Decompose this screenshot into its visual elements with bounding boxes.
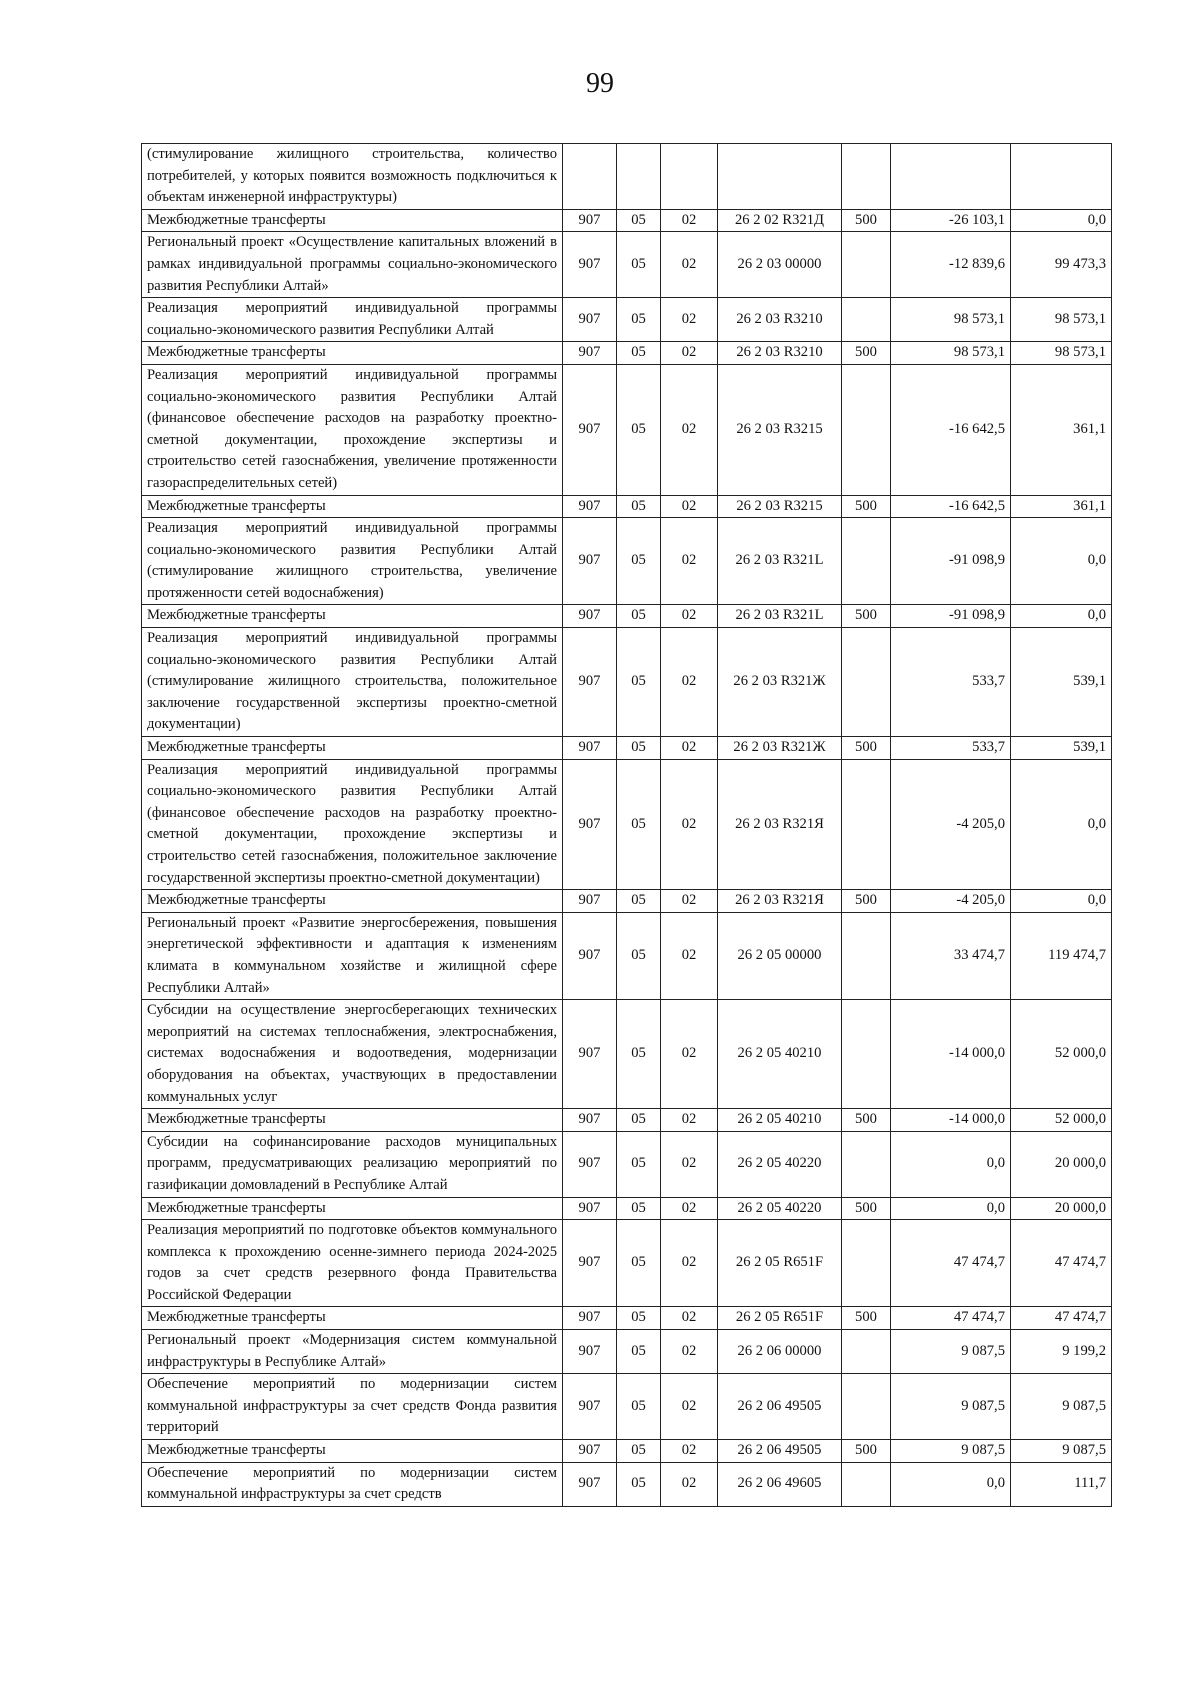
cell-csr: 26 2 03 R321L: [718, 605, 842, 628]
cell-sum-2: 539,1: [1011, 628, 1112, 737]
cell-gr: 907: [563, 912, 617, 999]
cell-csr: 26 2 06 00000: [718, 1330, 842, 1374]
cell-rz: 05: [617, 495, 661, 518]
cell-sum-2: 98 573,1: [1011, 342, 1112, 365]
cell-csr: 26 2 06 49505: [718, 1374, 842, 1440]
cell-csr: 26 2 03 R321Ж: [718, 628, 842, 737]
table-row: [142, 1197, 1112, 1220]
cell-vr: [842, 518, 891, 605]
cell-csr: 26 2 05 R651F: [718, 1307, 842, 1330]
cell-gr: 907: [563, 1000, 617, 1109]
cell-name: Обеспечение мероприятий по модернизации систем коммунальной инфраструктуры за счет средств: [142, 1462, 563, 1506]
cell-vr: 500: [842, 209, 891, 232]
cell-rz: 05: [617, 209, 661, 232]
cell-pr: 02: [661, 1000, 718, 1109]
cell-gr: 907: [563, 605, 617, 628]
cell-sum-1: 533,7: [891, 737, 1011, 760]
cell-csr: [718, 144, 842, 210]
cell-gr: 907: [563, 1307, 617, 1330]
table-row: [142, 759, 1112, 890]
cell-name: Межбюджетные трансферты: [142, 890, 563, 913]
cell-pr: 02: [661, 518, 718, 605]
cell-gr: [563, 144, 617, 210]
cell-pr: 02: [661, 890, 718, 913]
cell-sum-2: 0,0: [1011, 605, 1112, 628]
table-row: [142, 1131, 1112, 1197]
cell-rz: 05: [617, 759, 661, 890]
cell-vr: [842, 1000, 891, 1109]
cell-gr: 907: [563, 737, 617, 760]
cell-name: Межбюджетные трансферты: [142, 1197, 563, 1220]
cell-sum-1: 0,0: [891, 1462, 1011, 1506]
cell-pr: 02: [661, 1220, 718, 1307]
cell-vr: 500: [842, 342, 891, 365]
cell-name: Межбюджетные трансферты: [142, 209, 563, 232]
cell-csr: 26 2 03 R321Я: [718, 890, 842, 913]
cell-sum-2: 119 474,7: [1011, 912, 1112, 999]
cell-sum-2: 9 199,2: [1011, 1330, 1112, 1374]
table-row: [142, 1109, 1112, 1132]
cell-gr: 907: [563, 759, 617, 890]
cell-vr: 500: [842, 495, 891, 518]
cell-pr: 02: [661, 1131, 718, 1197]
cell-pr: 02: [661, 628, 718, 737]
cell-rz: 05: [617, 1440, 661, 1463]
cell-sum-2: [1011, 144, 1112, 210]
cell-name: Реализация мероприятий индивидуальной программы социально-экономического развития Республики Алтай (финансовое обеспечение расходов на разработку проектно-сметной документации, прохождение экспертизы и строительство сетей газоснабжения, положительное заключение государственной экспертизы проектно-сметной документации): [142, 759, 563, 890]
cell-sum-1: 9 087,5: [891, 1440, 1011, 1463]
cell-sum-1: -4 205,0: [891, 890, 1011, 913]
table-row: [142, 495, 1112, 518]
cell-name: Межбюджетные трансферты: [142, 495, 563, 518]
cell-gr: 907: [563, 1440, 617, 1463]
cell-rz: 05: [617, 364, 661, 495]
cell-pr: 02: [661, 1197, 718, 1220]
cell-sum-2: 0,0: [1011, 209, 1112, 232]
cell-name: Межбюджетные трансферты: [142, 1440, 563, 1463]
cell-name: Реализация мероприятий индивидуальной программы социально-экономического развития Республики Алтай (стимулирование жилищного строительства, увеличение протяженности сетей водоснабжения): [142, 518, 563, 605]
cell-rz: 05: [617, 1000, 661, 1109]
cell-name: Межбюджетные трансферты: [142, 1307, 563, 1330]
cell-csr: 26 2 03 R3210: [718, 298, 842, 342]
cell-sum-1: [891, 144, 1011, 210]
cell-name: Реализация мероприятий индивидуальной программы социально-экономического развития Республики Алтай: [142, 298, 563, 342]
cell-pr: 02: [661, 209, 718, 232]
cell-sum-2: 47 474,7: [1011, 1220, 1112, 1307]
cell-sum-2: 98 573,1: [1011, 298, 1112, 342]
cell-sum-1: -16 642,5: [891, 364, 1011, 495]
cell-rz: 05: [617, 232, 661, 298]
cell-sum-1: 0,0: [891, 1131, 1011, 1197]
cell-sum-1: -26 103,1: [891, 209, 1011, 232]
cell-csr: 26 2 03 R321Я: [718, 759, 842, 890]
cell-name: Региональный проект «Модернизация систем коммунальной инфраструктуры в Республике Алтай»: [142, 1330, 563, 1374]
cell-pr: 02: [661, 1109, 718, 1132]
cell-sum-2: 20 000,0: [1011, 1197, 1112, 1220]
cell-sum-1: -91 098,9: [891, 518, 1011, 605]
cell-pr: 02: [661, 1374, 718, 1440]
cell-gr: 907: [563, 1197, 617, 1220]
cell-sum-2: 52 000,0: [1011, 1109, 1112, 1132]
cell-pr: 02: [661, 759, 718, 890]
cell-gr: 907: [563, 342, 617, 365]
cell-rz: 05: [617, 1131, 661, 1197]
cell-vr: [842, 232, 891, 298]
cell-sum-2: 9 087,5: [1011, 1440, 1112, 1463]
cell-name: Обеспечение мероприятий по модернизации систем коммунальной инфраструктуры за счет средств Фонда развития территорий: [142, 1374, 563, 1440]
table-row: [142, 1220, 1112, 1307]
cell-vr: 500: [842, 1109, 891, 1132]
cell-sum-1: 533,7: [891, 628, 1011, 737]
table-row: [142, 912, 1112, 999]
cell-vr: 500: [842, 1307, 891, 1330]
cell-vr: [842, 1462, 891, 1506]
cell-gr: 907: [563, 495, 617, 518]
cell-name: Субсидии на осуществление энергосберегающих технических мероприятий на системах теплоснабжения, электроснабжения, системах водоснабжения и водоотведения, модернизации оборудования на объектах, участвующих в предоставлении коммунальных услуг: [142, 1000, 563, 1109]
cell-gr: 907: [563, 232, 617, 298]
cell-vr: [842, 364, 891, 495]
cell-csr: 26 2 03 00000: [718, 232, 842, 298]
cell-pr: 02: [661, 1440, 718, 1463]
cell-vr: 500: [842, 1440, 891, 1463]
cell-name: Региональный проект «Развитие энергосбережения, повышения энергетической эффективности и адаптация к изменениям климата в коммунальном хозяйстве и жилищной сфере Республики Алтай»: [142, 912, 563, 999]
cell-vr: [842, 144, 891, 210]
cell-vr: [842, 1131, 891, 1197]
cell-vr: 500: [842, 605, 891, 628]
cell-vr: [842, 628, 891, 737]
cell-sum-1: 47 474,7: [891, 1220, 1011, 1307]
cell-vr: 500: [842, 890, 891, 913]
cell-csr: 26 2 05 40210: [718, 1000, 842, 1109]
cell-csr: 26 2 03 R321Ж: [718, 737, 842, 760]
cell-vr: [842, 912, 891, 999]
table-row: [142, 232, 1112, 298]
cell-sum-1: 98 573,1: [891, 298, 1011, 342]
cell-sum-1: -14 000,0: [891, 1000, 1011, 1109]
cell-csr: 26 2 03 R321L: [718, 518, 842, 605]
cell-sum-1: 0,0: [891, 1197, 1011, 1220]
cell-vr: 500: [842, 737, 891, 760]
cell-pr: [661, 144, 718, 210]
cell-rz: 05: [617, 890, 661, 913]
cell-csr: 26 2 06 49505: [718, 1440, 842, 1463]
cell-sum-2: 0,0: [1011, 518, 1112, 605]
cell-rz: 05: [617, 628, 661, 737]
cell-sum-2: 361,1: [1011, 364, 1112, 495]
cell-vr: [842, 298, 891, 342]
cell-gr: 907: [563, 209, 617, 232]
cell-sum-2: 99 473,3: [1011, 232, 1112, 298]
cell-sum-2: 539,1: [1011, 737, 1112, 760]
cell-pr: 02: [661, 495, 718, 518]
cell-rz: 05: [617, 342, 661, 365]
cell-pr: 02: [661, 605, 718, 628]
cell-name: Межбюджетные трансферты: [142, 1109, 563, 1132]
table-row: [142, 605, 1112, 628]
table-row: [142, 298, 1112, 342]
cell-sum-1: 9 087,5: [891, 1374, 1011, 1440]
cell-rz: 05: [617, 1307, 661, 1330]
cell-rz: 05: [617, 1197, 661, 1220]
cell-gr: 907: [563, 890, 617, 913]
cell-sum-1: -12 839,6: [891, 232, 1011, 298]
table-row: [142, 1440, 1112, 1463]
cell-gr: 907: [563, 1131, 617, 1197]
cell-rz: 05: [617, 605, 661, 628]
table-row: [142, 144, 1112, 210]
cell-pr: 02: [661, 364, 718, 495]
cell-sum-2: 9 087,5: [1011, 1374, 1112, 1440]
cell-sum-1: 33 474,7: [891, 912, 1011, 999]
cell-sum-1: -16 642,5: [891, 495, 1011, 518]
cell-csr: 26 2 03 R3215: [718, 364, 842, 495]
table-row: [142, 737, 1112, 760]
table-row: [142, 1307, 1112, 1330]
cell-csr: 26 2 05 40220: [718, 1197, 842, 1220]
cell-name: Реализация мероприятий индивидуальной программы социально-экономического развития Республики Алтай (финансовое обеспечение расходов на разработку проектно-сметной документации, прохождение экспертизы и строительство сетей газоснабжения, увеличение протяженности газораспределительных сетей): [142, 364, 563, 495]
table-row: [142, 628, 1112, 737]
cell-gr: 907: [563, 1462, 617, 1506]
cell-name: Субсидии на софинансирование расходов муниципальных программ, предусматривающих реализацию мероприятий по газификации домовладений в Республике Алтай: [142, 1131, 563, 1197]
cell-name: Региональный проект «Осуществление капитальных вложений в рамках индивидуальной программы социально-экономического развития Республики Алтай»: [142, 232, 563, 298]
cell-rz: 05: [617, 1220, 661, 1307]
cell-rz: 05: [617, 912, 661, 999]
table-row: [142, 1374, 1112, 1440]
cell-gr: 907: [563, 518, 617, 605]
cell-rz: 05: [617, 1462, 661, 1506]
cell-sum-1: 98 573,1: [891, 342, 1011, 365]
cell-sum-2: 20 000,0: [1011, 1131, 1112, 1197]
cell-sum-2: 361,1: [1011, 495, 1112, 518]
cell-name: Межбюджетные трансферты: [142, 605, 563, 628]
cell-name: Реализация мероприятий по подготовке объектов коммунального комплекса к прохождению осенне-зимнего периода 2024-2025 годов за счет средств резервного фонда Правительства Российской Федерации: [142, 1220, 563, 1307]
cell-csr: 26 2 05 R651F: [718, 1220, 842, 1307]
cell-pr: 02: [661, 1330, 718, 1374]
cell-sum-1: -4 205,0: [891, 759, 1011, 890]
cell-rz: 05: [617, 1109, 661, 1132]
cell-sum-2: 0,0: [1011, 759, 1112, 890]
cell-sum-1: -91 098,9: [891, 605, 1011, 628]
cell-sum-2: 52 000,0: [1011, 1000, 1112, 1109]
cell-csr: 26 2 05 00000: [718, 912, 842, 999]
cell-rz: 05: [617, 737, 661, 760]
cell-sum-2: 111,7: [1011, 1462, 1112, 1506]
cell-gr: 907: [563, 1220, 617, 1307]
cell-vr: [842, 1330, 891, 1374]
cell-vr: 500: [842, 1197, 891, 1220]
cell-pr: 02: [661, 1462, 718, 1506]
cell-vr: [842, 1374, 891, 1440]
table-row: [142, 1462, 1112, 1506]
cell-sum-1: 9 087,5: [891, 1330, 1011, 1374]
cell-name: Межбюджетные трансферты: [142, 737, 563, 760]
table-row: [142, 364, 1112, 495]
table-row: [142, 890, 1112, 913]
cell-gr: 907: [563, 1330, 617, 1374]
cell-gr: 907: [563, 628, 617, 737]
cell-csr: 26 2 03 R3215: [718, 495, 842, 518]
cell-rz: 05: [617, 1374, 661, 1440]
cell-rz: 05: [617, 1330, 661, 1374]
table-row: [142, 209, 1112, 232]
cell-vr: [842, 1220, 891, 1307]
cell-csr: 26 2 06 49605: [718, 1462, 842, 1506]
cell-pr: 02: [661, 912, 718, 999]
budget-table: [141, 143, 1112, 1507]
cell-rz: 05: [617, 518, 661, 605]
cell-pr: 02: [661, 737, 718, 760]
cell-pr: 02: [661, 1307, 718, 1330]
cell-sum-1: 47 474,7: [891, 1307, 1011, 1330]
cell-gr: 907: [563, 1109, 617, 1132]
cell-name: Реализация мероприятий индивидуальной программы социально-экономического развития Республики Алтай (стимулирование жилищного строительства, положительное заключение государственной экспертизы проектно-сметной документации): [142, 628, 563, 737]
cell-vr: [842, 759, 891, 890]
cell-pr: 02: [661, 342, 718, 365]
cell-gr: 907: [563, 364, 617, 495]
cell-pr: 02: [661, 298, 718, 342]
table-row: [142, 1330, 1112, 1374]
cell-rz: [617, 144, 661, 210]
table-row: [142, 518, 1112, 605]
cell-csr: 26 2 05 40210: [718, 1109, 842, 1132]
cell-csr: 26 2 02 R321Д: [718, 209, 842, 232]
cell-gr: 907: [563, 298, 617, 342]
table-row: [142, 1000, 1112, 1109]
cell-sum-1: -14 000,0: [891, 1109, 1011, 1132]
cell-sum-2: 47 474,7: [1011, 1307, 1112, 1330]
cell-rz: 05: [617, 298, 661, 342]
table-row: [142, 342, 1112, 365]
cell-gr: 907: [563, 1374, 617, 1440]
page-number: 99: [586, 68, 614, 99]
cell-name: (стимулирование жилищного строительства, количество потребителей, у которых появится возможность подключиться к объектам инженерной инфраструктуры): [142, 144, 563, 210]
cell-name: Межбюджетные трансферты: [142, 342, 563, 365]
cell-csr: 26 2 05 40220: [718, 1131, 842, 1197]
cell-sum-2: 0,0: [1011, 890, 1112, 913]
cell-pr: 02: [661, 232, 718, 298]
cell-csr: 26 2 03 R3210: [718, 342, 842, 365]
